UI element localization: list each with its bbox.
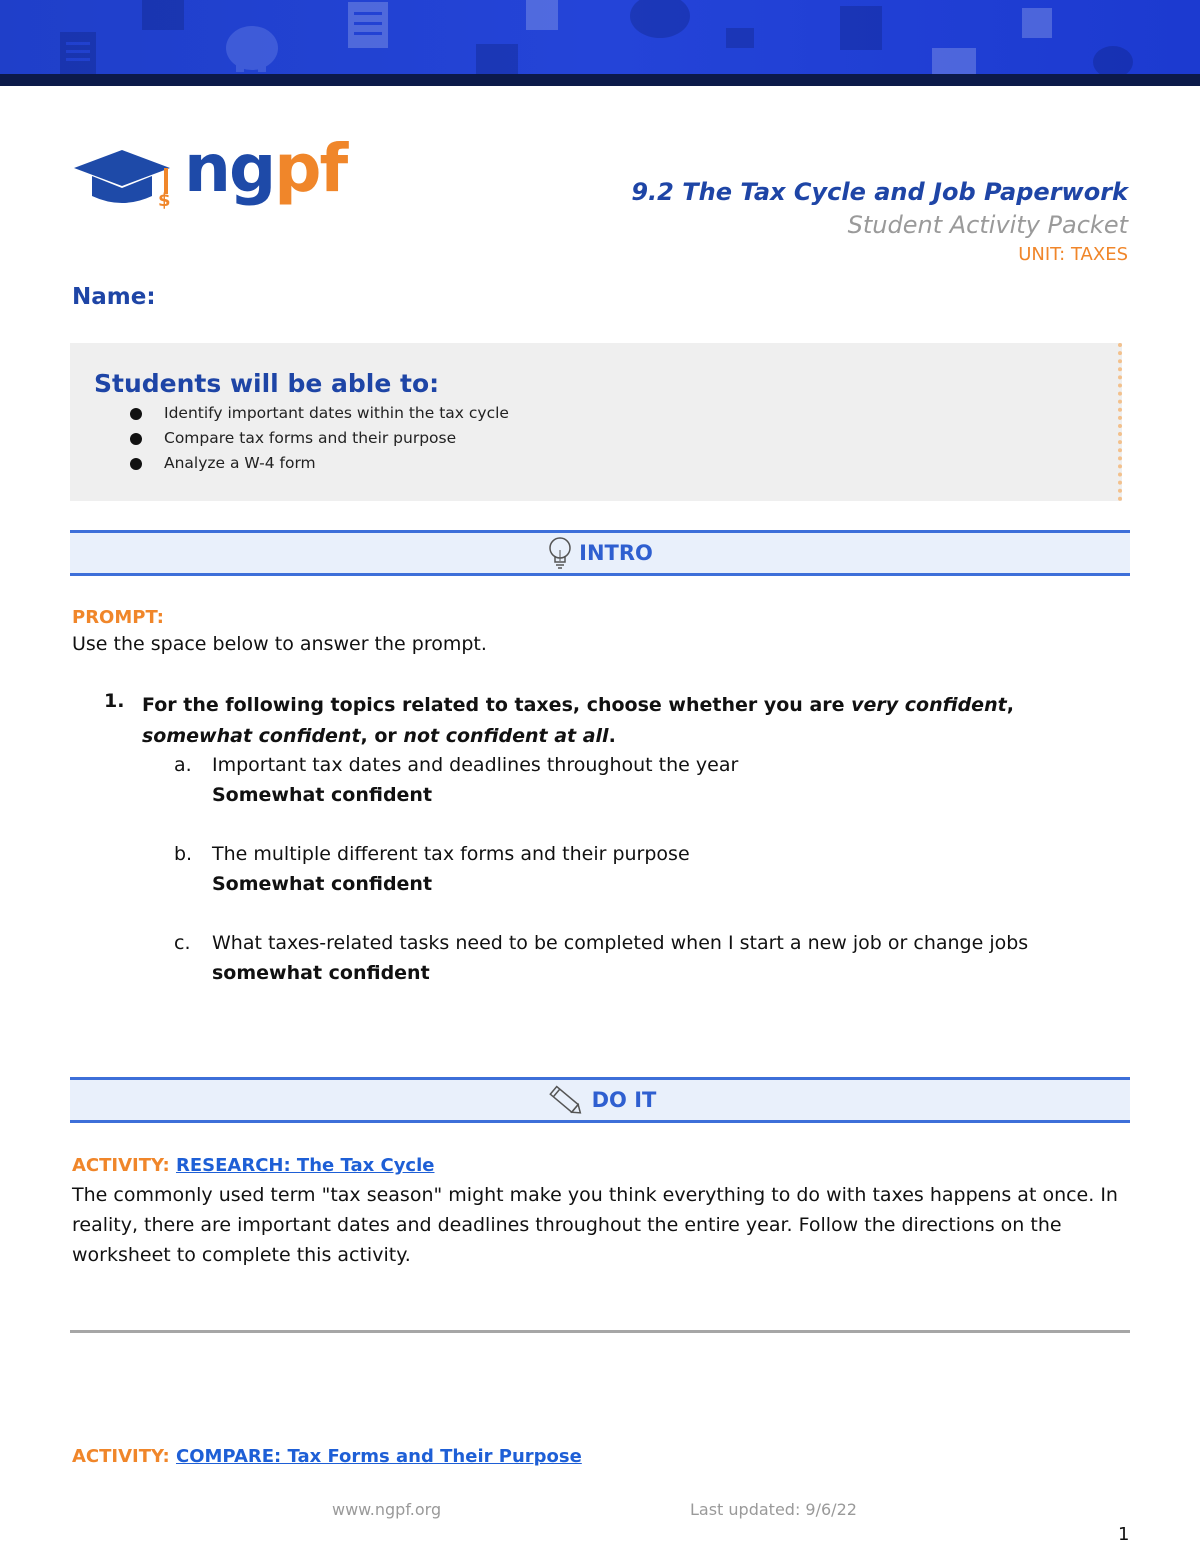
answer-text[interactable]: somewhat confident: [212, 962, 430, 984]
compare-tax-forms-link[interactable]: COMPARE: Tax Forms and Their Purpose: [175, 1446, 582, 1467]
question-text: [142, 690, 1114, 752]
graduation-cap-icon: [72, 146, 182, 216]
logo-ng: ng: [184, 130, 275, 207]
question-1: [104, 690, 1114, 752]
document-title: 9.2 The Tax Cycle and Job Paperwork: [631, 178, 1128, 206]
question-option-very: very confident: [851, 694, 1007, 716]
document-icon: [346, 0, 390, 50]
objectives-box: [70, 343, 1122, 501]
footer-last-updated: Last updated: 9/6/22: [690, 1500, 857, 1519]
question-text-part: .: [608, 725, 616, 747]
answer-text[interactable]: Somewhat confident: [212, 873, 433, 895]
piggy-bank-icon: [1090, 42, 1136, 78]
folder-icon: [140, 0, 186, 32]
sub-item-letter: b.: [174, 843, 193, 865]
svg-text:$: $: [158, 190, 171, 211]
lightbulb-icon: [547, 536, 573, 570]
prompt-label: PROMPT:: [72, 607, 164, 628]
question-option-somewhat: somewhat confident: [142, 725, 361, 747]
objectives-list: [128, 401, 509, 476]
calculator-icon: [1020, 6, 1054, 40]
sub-item-a: [174, 750, 1112, 810]
sub-item-letter: c.: [174, 932, 191, 954]
research-tax-cycle-link[interactable]: RESEARCH: The Tax Cycle: [175, 1155, 435, 1176]
question-text-part: For the following topics related to taxes, choose whether you are: [142, 694, 852, 716]
sub-item-b: [174, 839, 1112, 899]
document-title-block: [631, 176, 1128, 268]
calculator-icon: [524, 0, 560, 32]
document-subtitle: Student Activity Packet: [847, 211, 1128, 239]
banner-stripe: [0, 74, 1200, 86]
piggy-bank-icon: [628, 0, 692, 40]
name-label: Name:: [72, 284, 156, 310]
footer-url[interactable]: www.ngpf.org: [332, 1500, 442, 1519]
calculator-icon: [838, 4, 886, 52]
pencil-icon: [544, 1080, 586, 1120]
folder-icon: [726, 28, 756, 50]
unit-label: UNIT: TAXES: [1018, 244, 1128, 265]
do-it-section-header: [70, 1077, 1130, 1123]
logo-pf: pf: [274, 130, 347, 207]
question-option-not: not confident at all: [403, 725, 609, 747]
activity-research: [72, 1155, 434, 1176]
list-item: Compare tax forms and their purpose: [128, 426, 509, 451]
activity-label: ACTIVITY:: [72, 1446, 170, 1467]
folder-icon: [474, 42, 520, 74]
activity-description: The commonly used term "tax season" might make you think everything to do with taxes happens at once. In reality, there are important dates and deadlines throughout the entire year. Follow the directions on the worksheet to complete this activity.: [72, 1184, 1118, 1266]
list-item: Identify important dates within the tax cycle: [128, 401, 509, 426]
intro-section-label: INTRO: [579, 541, 653, 565]
intro-section-header: [70, 530, 1130, 576]
logo-wordmark: [184, 130, 346, 207]
activity-label: ACTIVITY:: [72, 1155, 170, 1176]
sub-item-text: Important tax dates and deadlines throughout the year: [212, 754, 739, 776]
question-text-part: ,: [1006, 694, 1014, 716]
header-banner: [0, 0, 1200, 86]
page-number: 1: [1118, 1524, 1130, 1545]
question-number: 1.: [104, 690, 125, 712]
document-icon: [58, 30, 98, 76]
question-text-part: , or: [360, 725, 404, 747]
piggy-bank-icon: [222, 18, 282, 74]
list-item: Analyze a W-4 form: [128, 451, 509, 476]
divider: [70, 1330, 1130, 1333]
activity-compare: [72, 1446, 582, 1467]
sub-item-text: What taxes-related tasks need to be completed when I start a new job or change jobs: [212, 932, 1029, 954]
ngpf-logo: [72, 130, 362, 218]
do-it-section-label: DO IT: [591, 1088, 657, 1112]
sub-item-c: [174, 928, 1112, 988]
prompt-text: Use the space below to answer the prompt.: [72, 633, 487, 655]
sub-item-text: The multiple different tax forms and their purpose: [212, 843, 690, 865]
folder-icon: [930, 46, 978, 76]
answer-text[interactable]: Somewhat confident: [212, 784, 433, 806]
sub-item-letter: a.: [174, 754, 192, 776]
objectives-title: Students will be able to:: [94, 369, 440, 398]
